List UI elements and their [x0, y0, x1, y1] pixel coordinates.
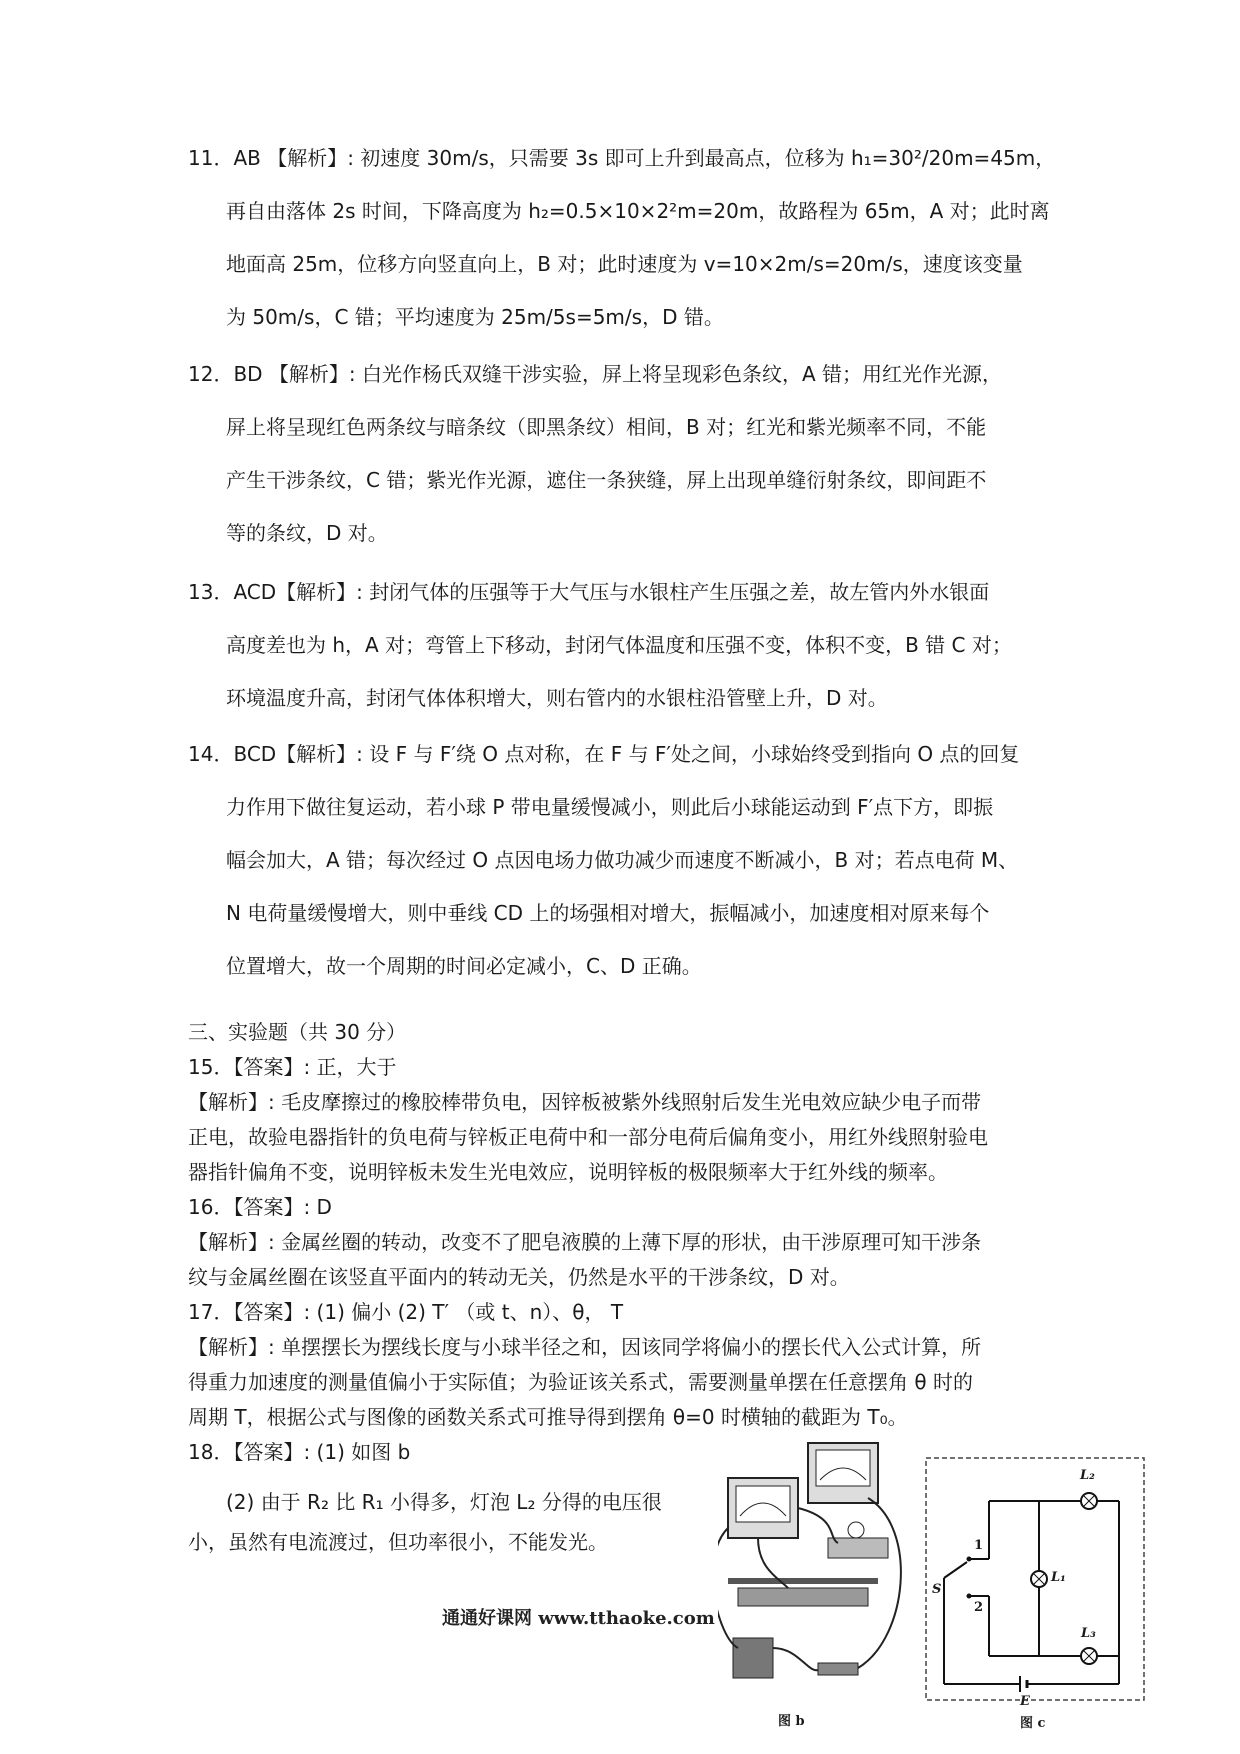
circuit-diagram [924, 1456, 1152, 1706]
question-13 [188, 566, 1058, 725]
section-line: 正电，故验电器指针的负电荷与锌板正电荷中和一部分电荷后偏角变小，用红外线照射验电 [188, 1125, 988, 1149]
question-14-line-5: 位置增大，故一个周期的时间必定减小，C、D 正确。 [226, 954, 702, 978]
question-13-line-1: 13．ACD【解析】: 封闭气体的压强等于大气压与水银柱产生压强之差，故左管内外水银面 [188, 580, 990, 604]
question-12-line-2: 屏上将呈现红色两条纹与暗条纹（即黑条纹）相间，B 对；红光和紫光频率不同，不能 [226, 415, 987, 439]
watermark: 通通好课网 www.tthaoke.com [442, 1608, 715, 1629]
label-s: S [932, 1582, 942, 1597]
question-12 [188, 348, 1058, 560]
q18-line-1: (2) 由于 R₂ 比 R₁ 小得多，灯泡 L₂ 分得的电压很 [226, 1490, 662, 1514]
question-11 [188, 132, 1058, 344]
question-13-line-2: 高度差也为 h，A 对；弯管上下移动，封闭气体温度和压强不变，体积不变，B 错 C 对； [226, 633, 1012, 657]
section-line: 得重力加速度的测量值偏小于实际值；为验证该关系式，需要测量单摆在任意摆角 θ 时的 [188, 1370, 973, 1394]
apparatus-illustration [718, 1438, 918, 1688]
question-11-line-1: 11．AB 【解析】: 初速度 30m/s，只需要 3s 即可上升到最高点，位移为 h₁=30²/20m=45m， [188, 146, 1056, 170]
question-14 [188, 728, 1058, 993]
label-l3: L₃ [1081, 1626, 1096, 1641]
question-11-line-4: 为 50m/s，C 错；平均速度为 25m/5s=5m/s，D 错。 [226, 305, 724, 329]
section-line: 器指针偏角不变，说明锌板未发生光电效应，说明锌板的极限频率大于红外线的频率。 [188, 1160, 948, 1184]
section-line: 18．【答案】: (1) 如图 b [188, 1440, 411, 1464]
section-line: 纹与金属丝圈在该竖直平面内的转动无关，仍然是水平的干涉条纹，D 对。 [188, 1265, 850, 1289]
section-line: 周期 T，根据公式与图像的函数关系式可推导得到摆角 θ=0 时横轴的截距为 T₀。 [188, 1405, 908, 1429]
question-12-line-3: 产生干涉条纹，C 错；紫光作光源，遮住一条狭缝，屏上出现单缝衍射条纹，即间距不 [226, 468, 987, 492]
section-line: 15．【答案】: 正，大于 [188, 1055, 397, 1079]
label-l1: L₁ [1051, 1570, 1066, 1585]
question-14-line-2: 力作用下做往复运动，若小球 P 带电量缓慢减小，则此后小球能运动到 F′点下方，即振 [226, 795, 994, 819]
section-line: 16．【答案】: D [188, 1195, 332, 1219]
section-line: 17．【答案】: (1) 偏小 (2) T′ （或 t、n）、θ， T [188, 1300, 624, 1324]
label-pos2: 2 [974, 1600, 984, 1615]
section-line: 【解析】: 毛皮摩擦过的橡胶棒带负电，因锌板被紫外线照射后发生光电效应缺少电子而带 [188, 1090, 982, 1114]
question-12-line-4: 等的条纹，D 对。 [226, 521, 388, 545]
figure-b-caption: 图 b [778, 1714, 805, 1729]
label-pos1: 1 [974, 1538, 984, 1553]
label-l2: L₂ [1080, 1468, 1095, 1483]
figure-c [924, 1456, 1152, 1736]
question-13-line-3: 环境温度升高，封闭气体体积增大，则右管内的水银柱沿管壁上升，D 对。 [226, 686, 888, 710]
question-14-line-4: N 电荷量缓慢增大，则中垂线 CD 上的场强相对增大，振幅减小，加速度相对原来每个 [226, 901, 990, 925]
question-11-line-3: 地面高 25m，位移方向竖直向上，B 对；此时速度为 v=10×2m/s=20m/s，速度该变量 [226, 252, 1023, 276]
question-11-line-2: 再自由落体 2s 时间，下降高度为 h₂=0.5×10×2²m=20m，故路程为 65m，A 对；此时离 [226, 199, 1050, 223]
label-e: E [1020, 1694, 1030, 1709]
question-18-part-2 [188, 1482, 688, 1562]
figure-b [718, 1438, 918, 1738]
question-14-line-1: 14．BCD【解析】: 设 F 与 F′绕 O 点对称，在 F 与 F′处之间，小球始终受到指向 O 点的回复 [188, 742, 1020, 766]
q18-line-2: 小，虽然有电流渡过，但功率很小，不能发光。 [188, 1530, 608, 1554]
figure-c-caption: 图 c [1020, 1716, 1046, 1731]
section-heading: 三、实验题（共 30 分） [188, 1020, 407, 1044]
section-line: 【解析】: 金属丝圈的转动，改变不了肥皂液膜的上薄下厚的形状，由干涉原理可知干涉条 [188, 1230, 982, 1254]
section-line: 【解析】: 单摆摆长为摆线长度与小球半径之和，因该同学将偏小的摆长代入公式计算，所 [188, 1335, 982, 1359]
question-14-line-3: 幅会加大，A 错；每次经过 O 点因电场力做功减少而速度不断减小，B 对；若点电荷 M、 [226, 848, 1019, 872]
experiment-section [188, 1015, 1068, 1470]
question-12-line-1: 12．BD 【解析】: 白光作杨氏双缝干涉实验，屏上将呈现彩色条纹，A 错；用红光作光源， [188, 362, 1003, 386]
